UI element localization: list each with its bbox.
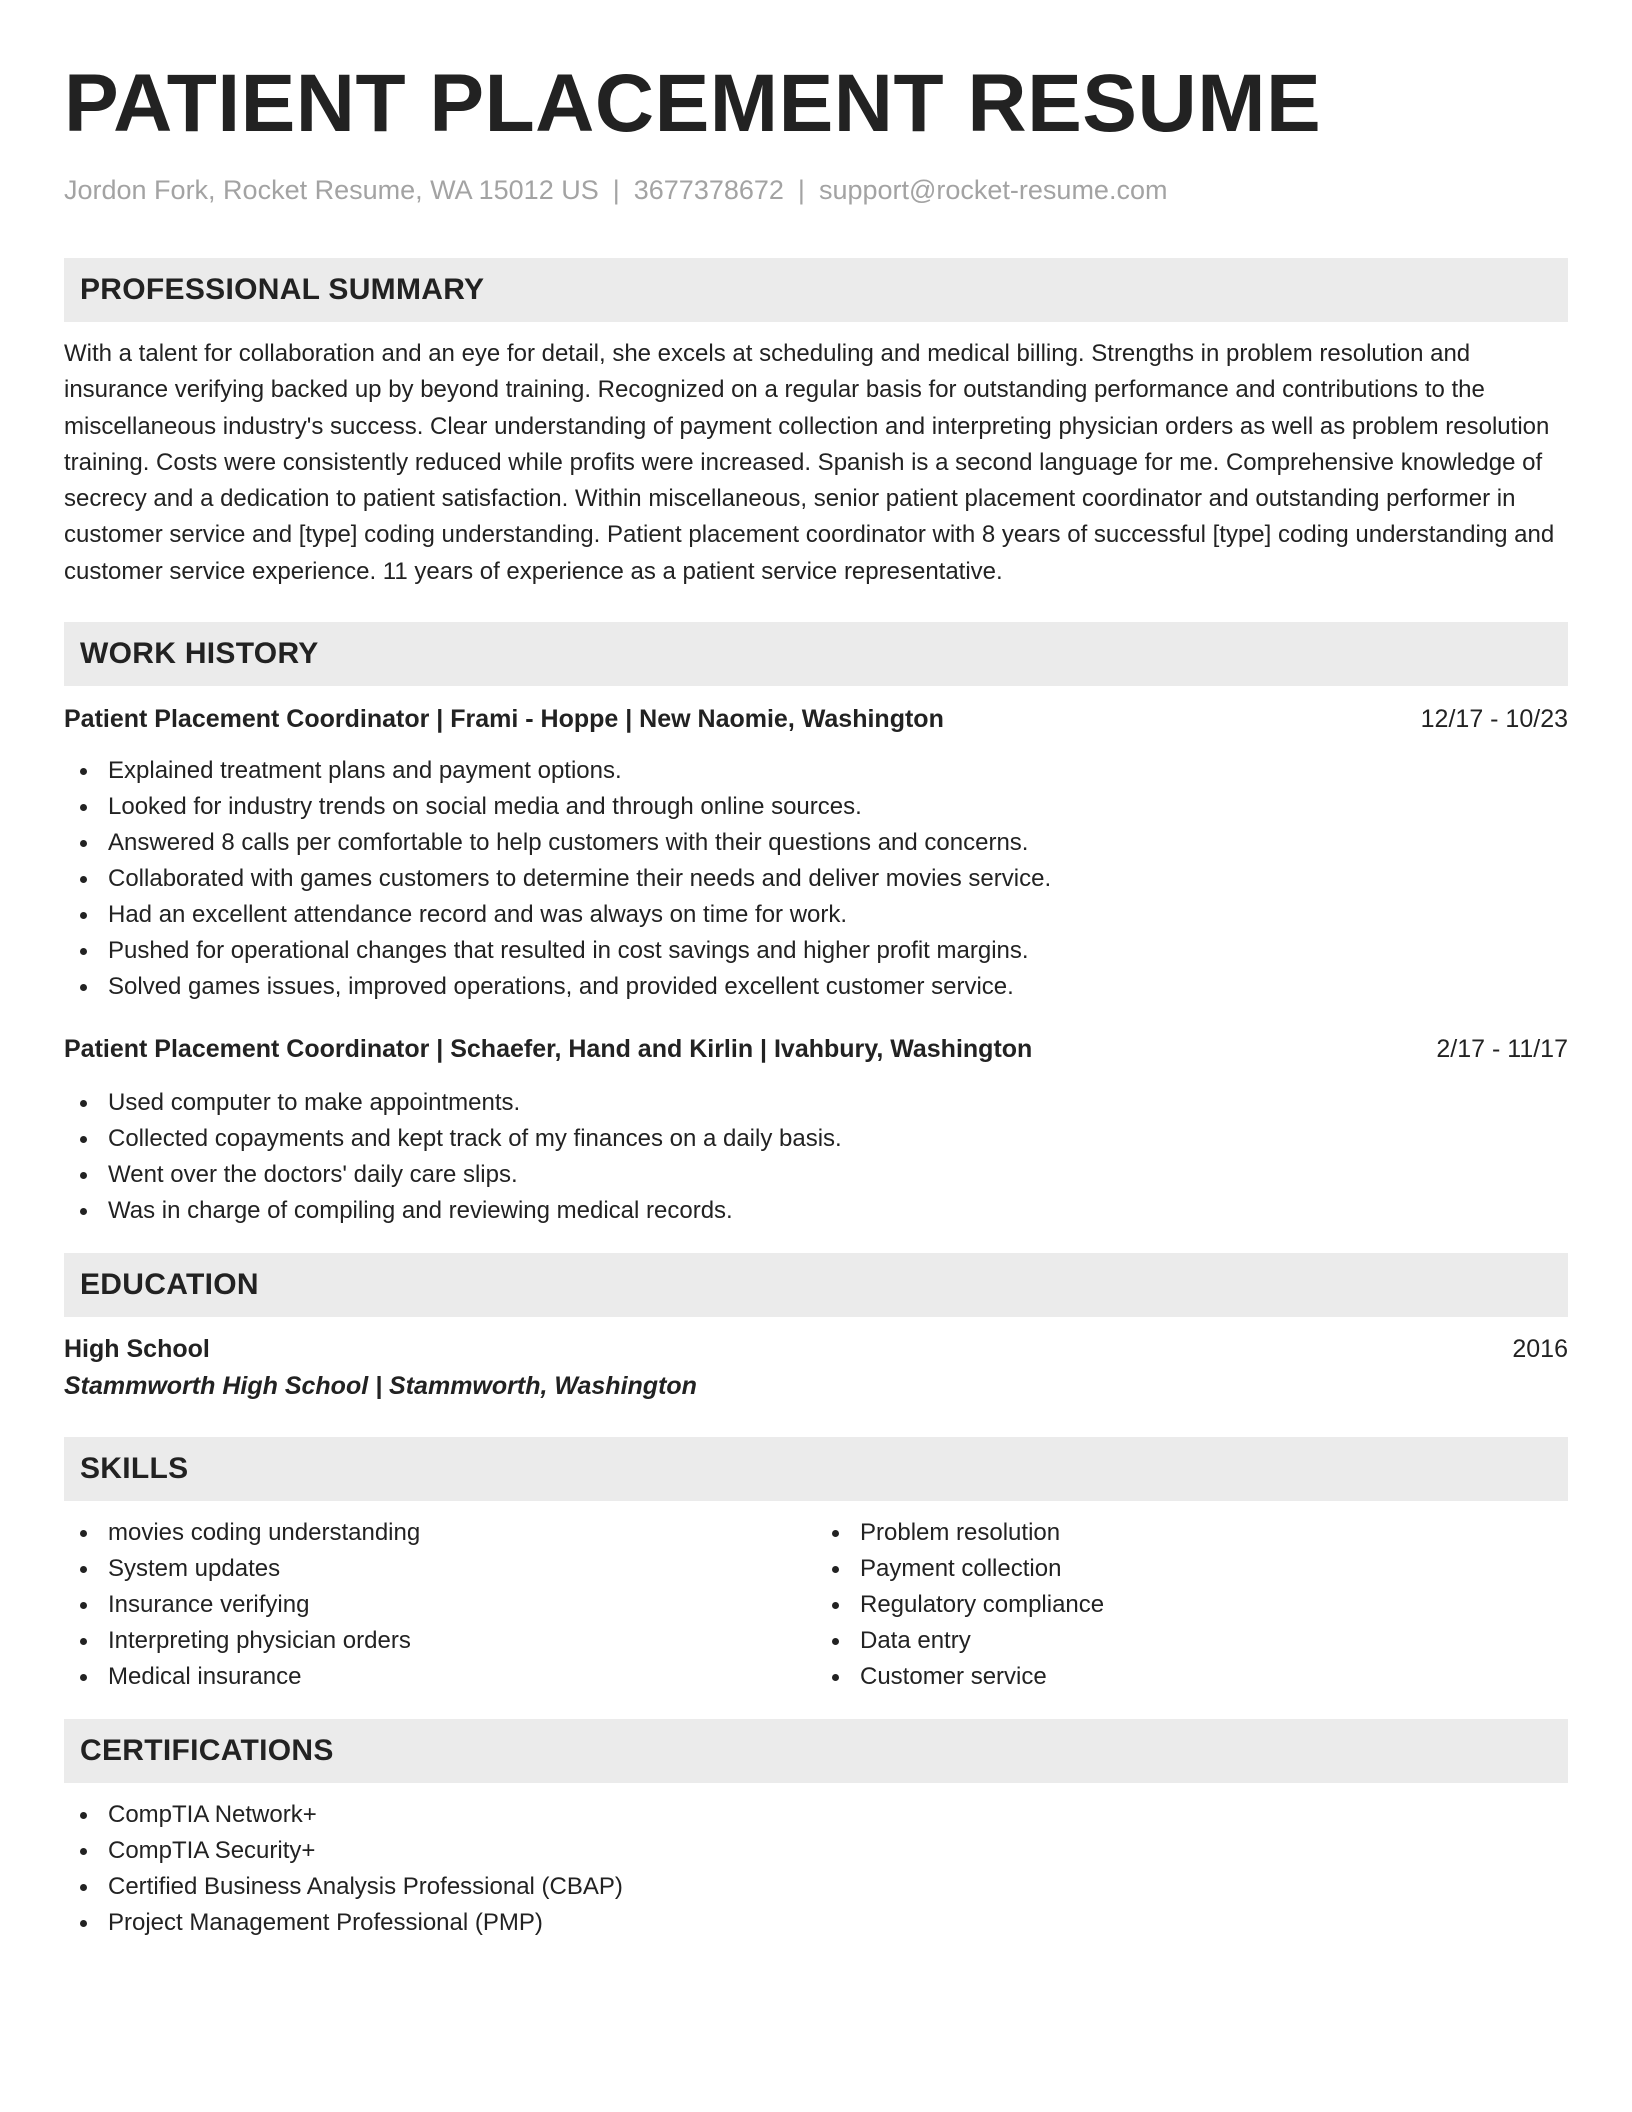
skills-list [64,1515,816,1695]
contact-separator: | [797,175,805,205]
section-heading: EDUCATION [80,1268,259,1302]
job-dates: 2/17 - 11/17 [1436,1035,1568,1064]
list-item: Interpreting physician orders [64,1623,816,1659]
list-item: Was in charge of compiling and reviewing medical records. [64,1193,1568,1229]
education-degree: High School [64,1335,210,1364]
list-item: System updates [64,1551,816,1587]
list-item: Medical insurance [64,1659,816,1695]
job-entry-header [64,1031,1568,1067]
contact-line [64,172,1568,208]
education-year: 2016 [1512,1335,1568,1364]
list-item: Answered 8 calls per comfortable to help customers with their questions and concerns. [64,825,1568,861]
list-item: Used computer to make appointments. [64,1085,1568,1121]
skills-column-right [816,1515,1568,1695]
section-header-skills [64,1437,1568,1501]
section-heading: SKILLS [80,1452,189,1486]
list-item: Solved games issues, improved operations, and provided excellent customer service. [64,969,1568,1005]
job-entry-header [64,701,1568,737]
list-item: Customer service [816,1659,1568,1695]
list-item: Project Management Professional (PMP) [64,1905,1568,1941]
list-item: movies coding understanding [64,1515,816,1551]
job-dates: 12/17 - 10/23 [1420,705,1568,734]
list-item: Problem resolution [816,1515,1568,1551]
education-school: Stammworth High School | Stammworth, Washington [64,1372,697,1401]
contact-separator: | [612,175,620,205]
certifications-list [64,1797,1568,1941]
section-heading: WORK HISTORY [80,637,319,671]
summary-text: With a talent for collaboration and an eye for detail, she excels at scheduling and medical billing. Strengths in problem resolution and insurance verifying backed up by beyond training. Recognized on a regular basis for outstanding performance and contributions to the miscellaneous industry's success. Clear understanding of payment collection and interpreting physician orders as well as problem resolution training. Costs were consistently reduced while profits were increased. Spanish is a second language for me. Comprehensive knowledge of secrecy and a dedication to patient satisfaction. Within miscellaneous, senior patient placement coordinator and outstanding performer in customer service and [type] coding understanding. Patient placement coordinator with 8 years of successful [type] coding understanding and customer service experience. 11 years of experience as a patient service representative. [64,340,1555,585]
list-item: Explained treatment plans and payment options. [64,753,1568,789]
section-header-summary [64,258,1568,322]
contact-phone: 3677378672 [633,175,784,205]
list-item: Collaborated with games customers to determine their needs and deliver movies service. [64,861,1568,897]
job-title: Patient Placement Coordinator | Schaefer, Hand and Kirlin | Ivahbury, Washington [64,1035,1033,1064]
contact-email[interactable]: support@rocket-resume.com [818,175,1168,205]
list-item: Had an excellent attendance record and was always on time for work. [64,897,1568,933]
list-item: Data entry [816,1623,1568,1659]
list-item: CompTIA Network+ [64,1797,1568,1833]
list-item: Went over the doctors' daily care slips. [64,1157,1568,1193]
job-bullet-list [64,753,1568,1005]
list-item: CompTIA Security+ [64,1833,1568,1869]
list-item: Payment collection [816,1551,1568,1587]
resume-title: PATIENT PLACEMENT RESUME [64,58,1322,149]
skills-grid [64,1515,1568,1695]
section-header-certifications [64,1719,1568,1783]
education-entry-header [64,1331,1568,1367]
section-heading: CERTIFICATIONS [80,1734,334,1768]
section-header-education [64,1253,1568,1317]
job-title: Patient Placement Coordinator | Frami - Hoppe | New Naomie, Washington [64,705,944,734]
list-item: Regulatory compliance [816,1587,1568,1623]
section-heading: PROFESSIONAL SUMMARY [80,273,485,306]
list-item: Pushed for operational changes that resulted in cost savings and higher profit margins. [64,933,1568,969]
contact-address: Jordon Fork, Rocket Resume, WA 15012 US [64,175,599,205]
skills-list [816,1515,1568,1695]
skills-column-left [64,1515,816,1695]
section-header-work-history [64,622,1568,686]
list-item: Certified Business Analysis Professional (CBAP) [64,1869,1568,1905]
list-item: Looked for industry trends on social media and through online sources. [64,789,1568,825]
job-bullet-list [64,1085,1568,1229]
list-item: Insurance verifying [64,1587,816,1623]
list-item: Collected copayments and kept track of my finances on a daily basis. [64,1121,1568,1157]
